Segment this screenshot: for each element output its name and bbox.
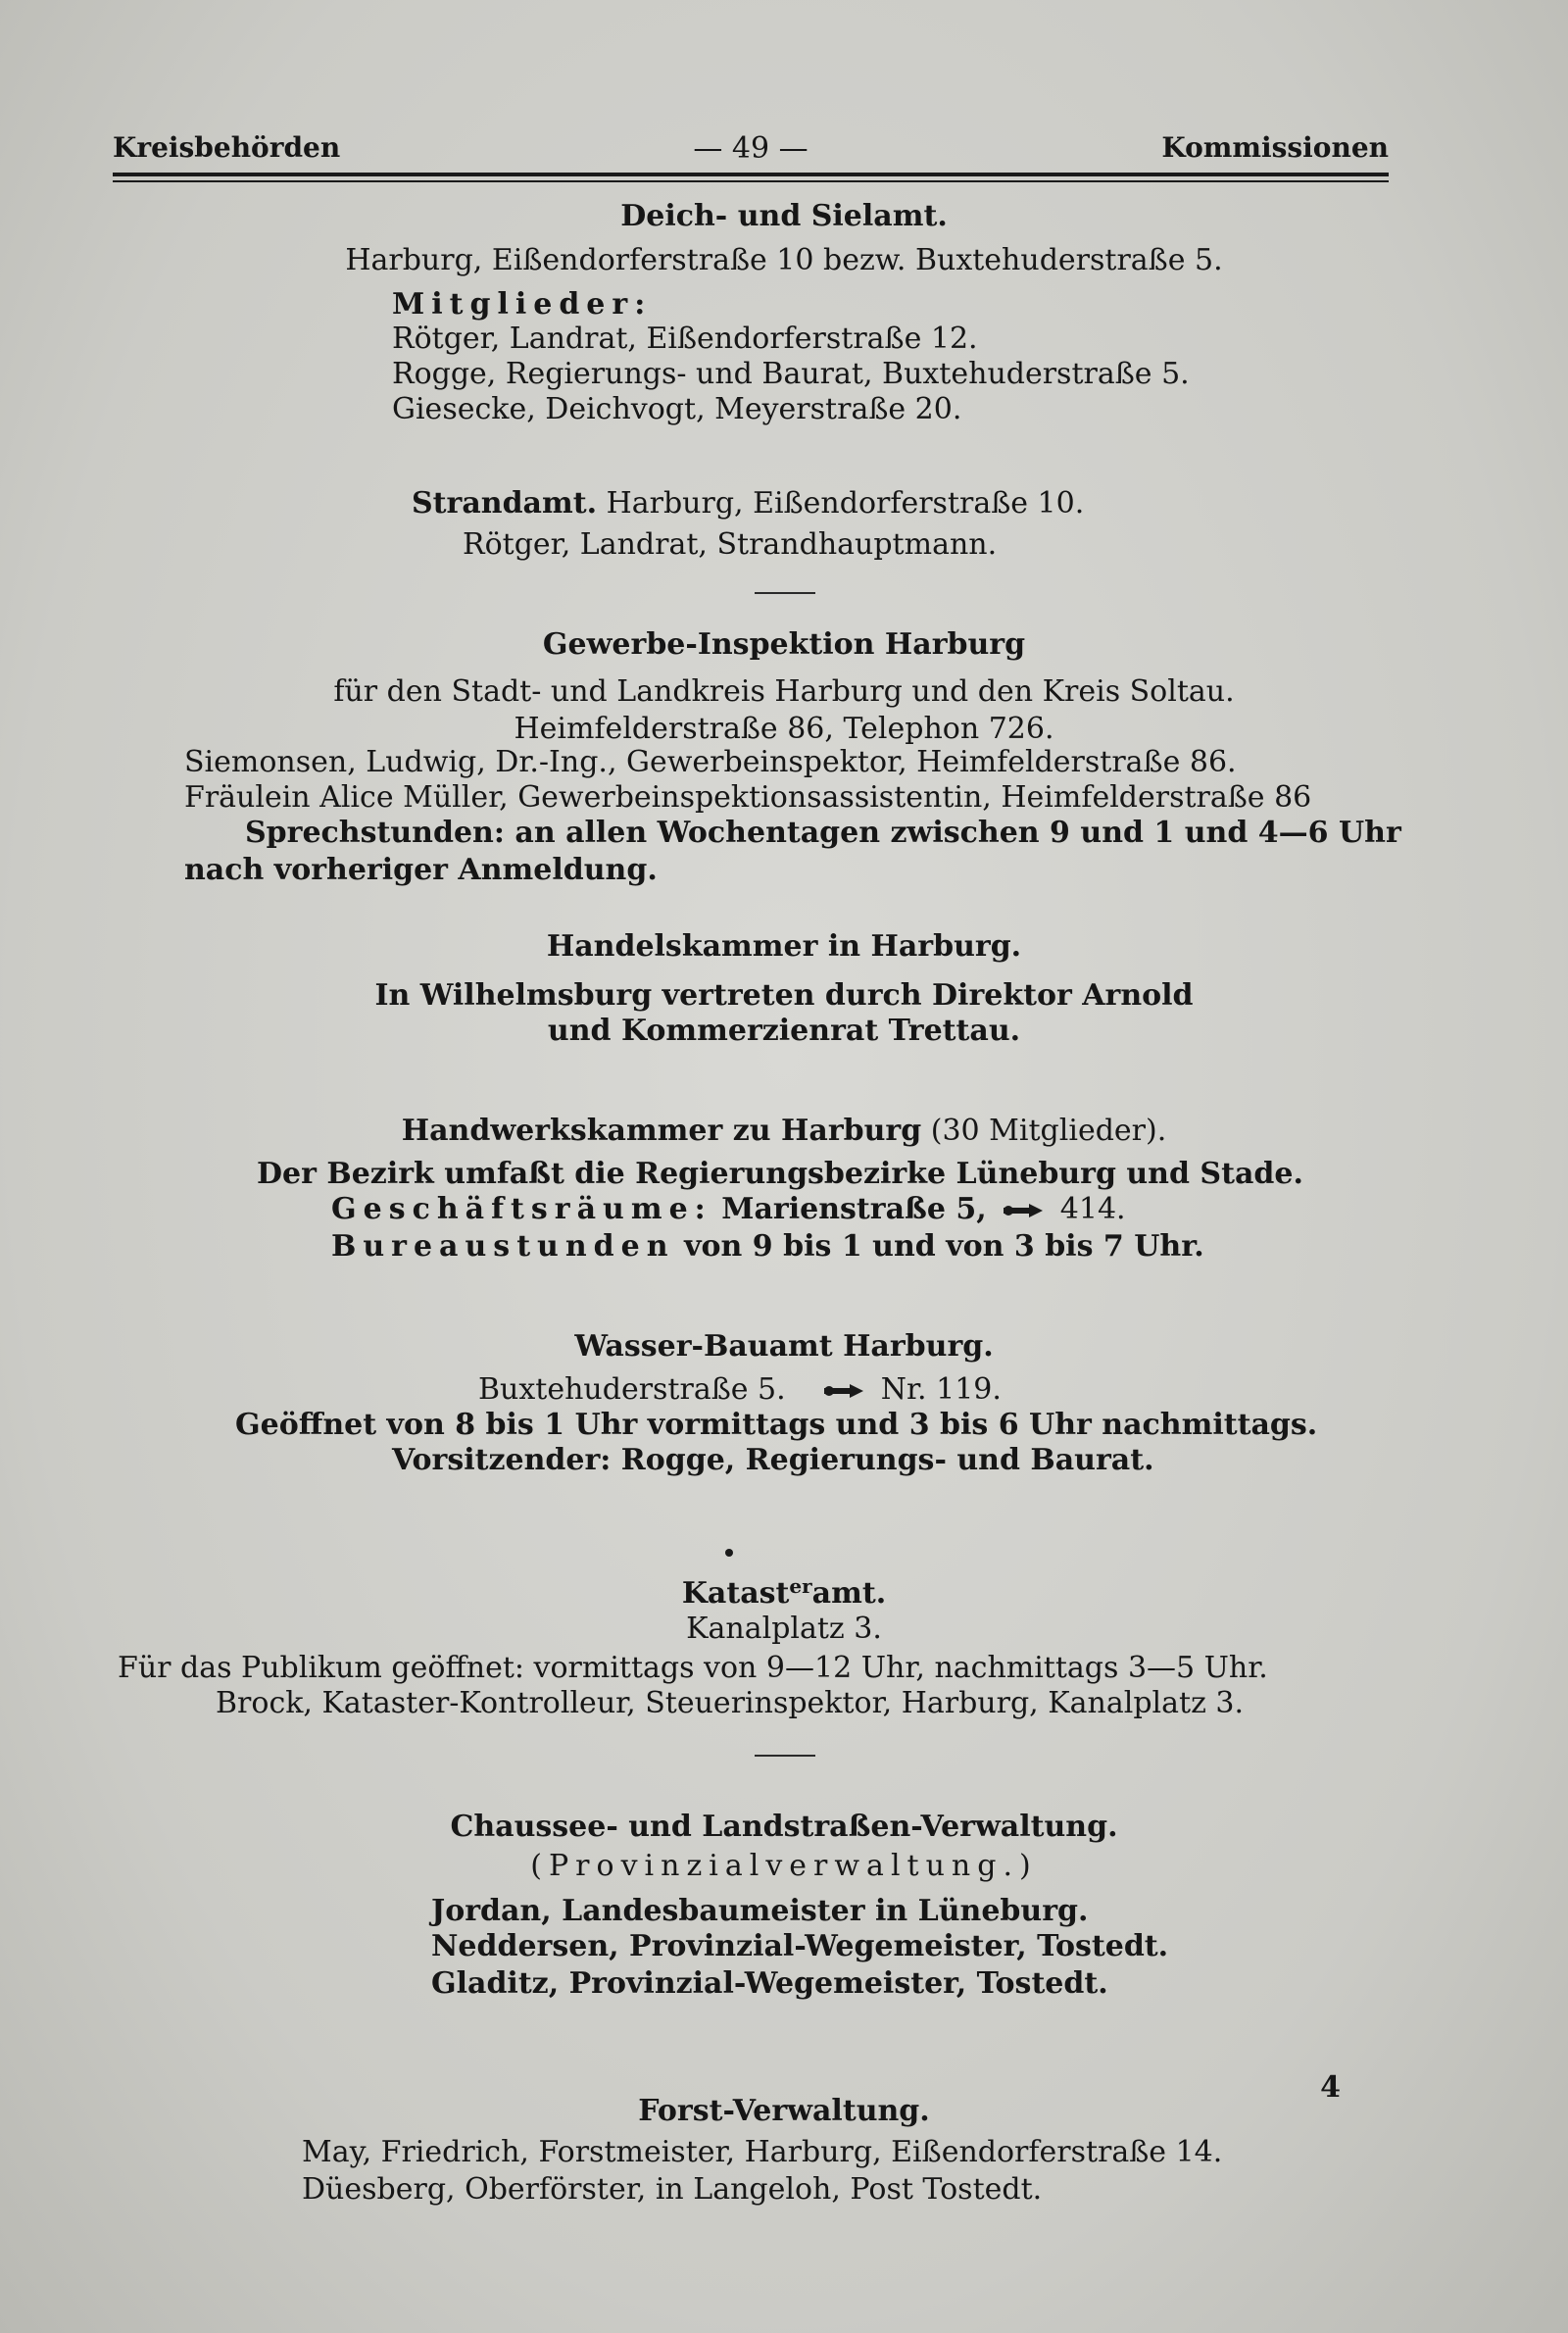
wasser-chair: Vorsitzender: Rogge, Regierungs- und Baurat. xyxy=(392,1443,1154,1477)
forst-member-2: Düesberg, Oberförster, in Langeloh, Post Tostedt. xyxy=(302,2172,1043,2207)
running-header xyxy=(113,127,1389,167)
handelskammer-line-2: und Kommerzienrat Trettau. xyxy=(547,1014,1021,1048)
kataster-person: Brock, Kataster-Kontrolleur, Steuerinspektor, Harburg, Kanalplatz 3. xyxy=(216,1686,1245,1720)
handwerk-rooms xyxy=(331,1192,1126,1227)
telephone-arrow-icon xyxy=(822,1384,865,1398)
handwerk-title: Handwerkskammer zu Harburg xyxy=(401,1114,922,1148)
handwerk-rooms-text: Marienstraße 5, xyxy=(721,1192,987,1226)
gewerbe-title: Gewerbe-Inspektion Harburg xyxy=(542,627,1026,662)
chaussee-member-2: Neddersen, Provinzial-Wegemeister, Tostedt. xyxy=(431,1929,1169,1963)
separator xyxy=(755,1755,815,1757)
deich-member-2: Rogge, Regierungs- und Baurat, Buxtehuderstraße 5. xyxy=(392,357,1190,391)
chaussee-member-3: Gladitz, Provinzial-Wegemeister, Tostedt. xyxy=(431,1966,1108,2001)
gewerbe-line-4: Fräulein Alice Müller, Gewerbeinspektionsassistentin, Heimfelderstraße 86 xyxy=(184,780,1312,815)
handwerk-office-text: von 9 bis 1 und von 3 bis 7 Uhr. xyxy=(684,1229,1204,1264)
kataster-hours: Für das Publikum geöffnet: vormittags von 9—12 Uhr, nachmittags 3—5 Uhr. xyxy=(118,1651,1268,1685)
forst-member-1: May, Friedrich, Forstmeister, Harburg, Eißendorferstraße 14. xyxy=(302,2135,1223,2169)
deich-title: Deich- und Sielamt. xyxy=(620,199,948,233)
gewerbe-line-6: nach vorheriger Anmeldung. xyxy=(184,853,658,887)
deich-address: Harburg, Eißendorferstraße 10 bezw. Buxtehuderstraße 5. xyxy=(345,243,1223,277)
deich-members-label: Mitglieder: xyxy=(392,287,653,322)
chaussee-member-1: Jordan, Landesbaumeister in Lüneburg. xyxy=(431,1894,1089,1928)
chaussee-subtitle: (Provinzialverwaltung.) xyxy=(530,1849,1038,1883)
handwerk-office-label: Bureaustunden xyxy=(331,1229,675,1264)
gewerbe-line-2: Heimfelderstraße 86, Telephon 726. xyxy=(514,712,1054,746)
kataster-title-sup: er xyxy=(789,1574,812,1598)
forst-title: Forst-Verwaltung. xyxy=(638,2094,930,2128)
handwerk-title-suffix: (30 Mitglieder). xyxy=(930,1114,1167,1148)
kataster-title xyxy=(0,1568,1568,1612)
kataster-address: Kanalplatz 3. xyxy=(686,1612,882,1646)
handwerk-heading xyxy=(0,1114,1568,1149)
deich-member-3: Giesecke, Deichvogt, Meyerstraße 20. xyxy=(392,392,962,426)
strand-title: Strandamt. xyxy=(412,486,598,521)
wasser-phone: Nr. 119. xyxy=(880,1372,1002,1407)
telephone-arrow-icon xyxy=(1002,1204,1045,1217)
gewerbe-line-3: Siemonsen, Ludwig, Dr.-Ing., Gewerbeinspektor, Heimfelderstraße 86. xyxy=(184,745,1237,779)
kataster-title-a: Katast xyxy=(681,1576,790,1611)
bullet-dot xyxy=(725,1549,733,1557)
gewerbe-line-1: für den Stadt- und Landkreis Harburg und den Kreis Soltau. xyxy=(333,674,1235,709)
chaussee-title: Chaussee- und Landstraßen-Verwaltung. xyxy=(450,1810,1118,1844)
header-right: Kommissionen xyxy=(1161,131,1389,164)
signature-mark: 4 xyxy=(1320,2070,1341,2105)
strand-address: Harburg, Eißendorferstraße 10. xyxy=(606,486,1085,521)
handelskammer-line-1: In Wilhelmsburg vertreten durch Direktor Arnold xyxy=(374,978,1194,1013)
deich-member-1: Rötger, Landrat, Eißendorferstraße 12. xyxy=(392,322,978,356)
strand-heading xyxy=(412,486,1084,521)
header-left: Kreisbehörden xyxy=(113,131,341,164)
header-rule-thin xyxy=(113,180,1389,182)
strand-person: Rötger, Landrat, Strandhauptmann. xyxy=(463,527,998,562)
handelskammer-title: Handelskammer in Harburg. xyxy=(546,929,1022,964)
gewerbe-line-5: Sprechstunden: an allen Wochentagen zwischen 9 und 1 und 4—6 Uhr xyxy=(245,816,1401,850)
handwerk-line-1: Der Bezirk umfaßt die Regierungsbezirke Lüneburg und Stade. xyxy=(257,1157,1303,1191)
header-rule-thick xyxy=(113,173,1389,176)
handwerk-rooms-phone: 414. xyxy=(1059,1192,1126,1226)
wasser-address: Buxtehuderstraße 5. xyxy=(478,1372,786,1407)
handwerk-office-hours xyxy=(331,1229,1204,1265)
header-page-number: — 49 — xyxy=(693,131,808,166)
wasser-title: Wasser-Bauamt Harburg. xyxy=(574,1329,994,1364)
wasser-hours: Geöffnet von 8 bis 1 Uhr vormittags und 3 bis 6 Uhr nachmittags. xyxy=(235,1408,1318,1442)
kataster-title-b: amt. xyxy=(811,1576,887,1611)
wasser-address-phone xyxy=(478,1372,1002,1408)
handwerk-rooms-label: Geschäftsräume: xyxy=(331,1192,712,1226)
separator xyxy=(755,592,815,594)
